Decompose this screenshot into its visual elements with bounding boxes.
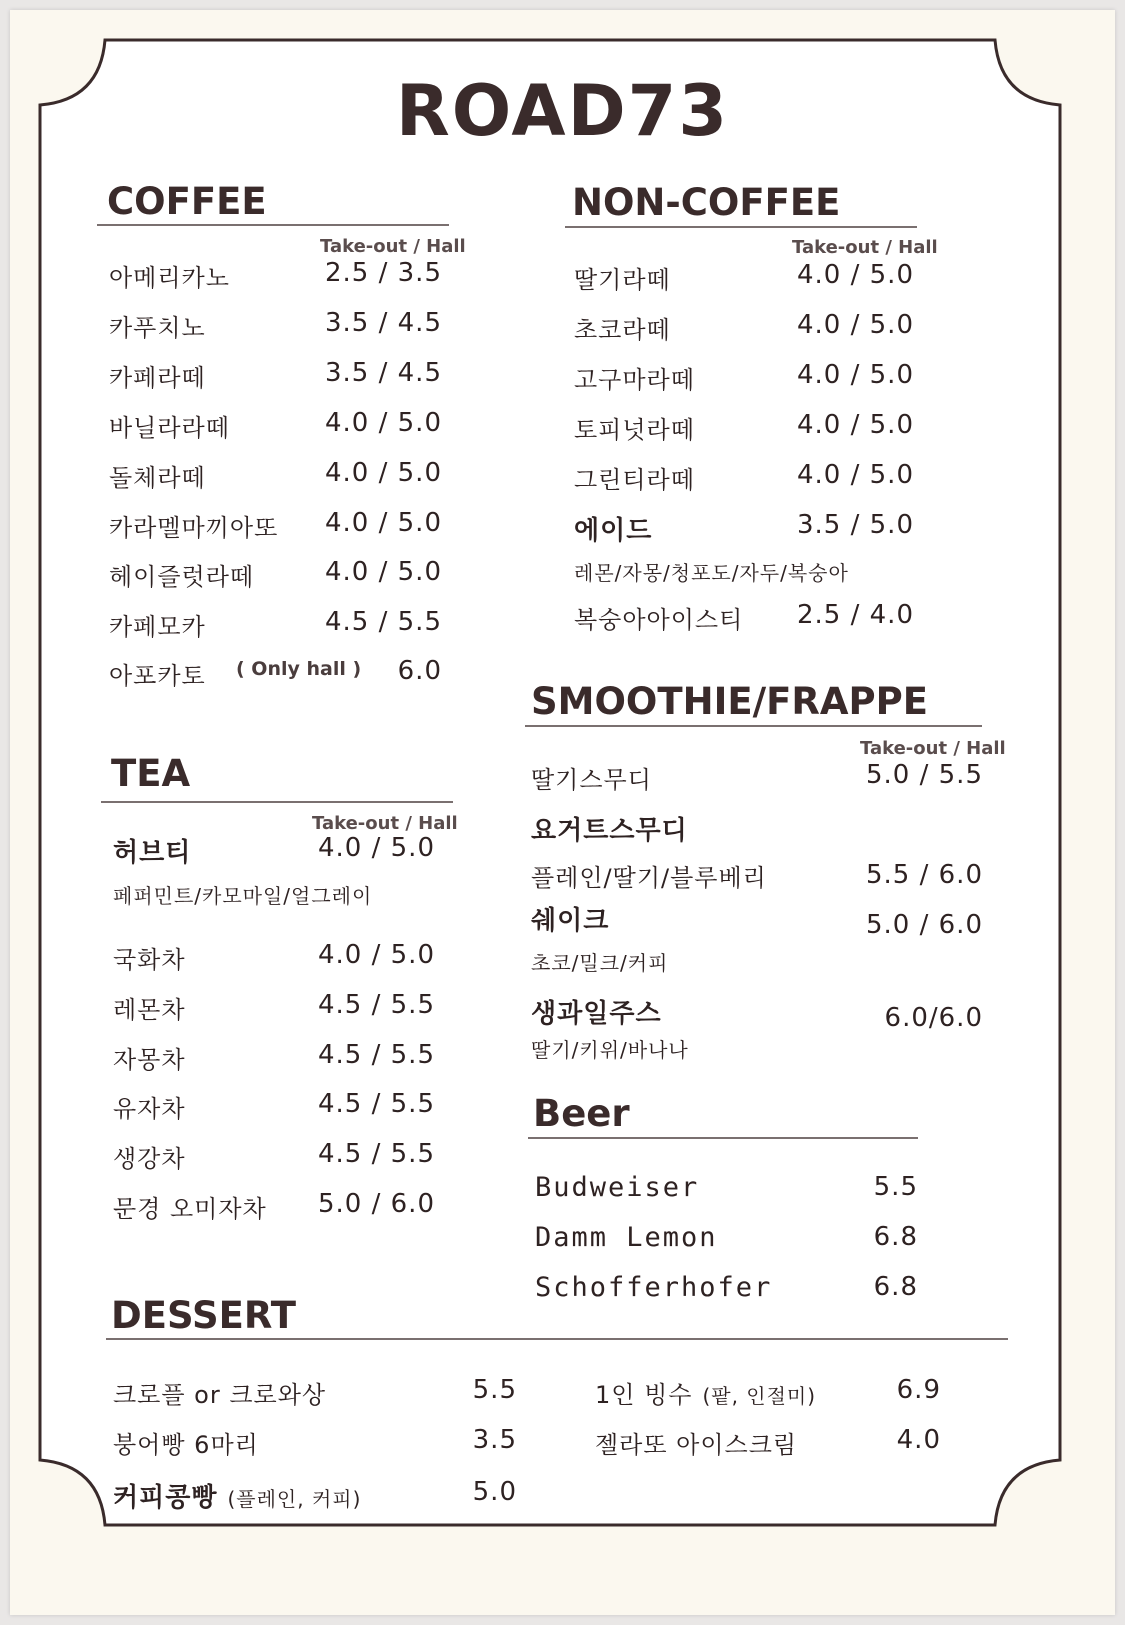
beer-item-price: 6.8 bbox=[873, 1222, 918, 1252]
coffee-item-note: ( Only hall ) bbox=[236, 658, 362, 680]
noncoffee-item-name: 레몬/자몽/청포도/자두/복숭아 bbox=[574, 561, 849, 585]
coffee-item-price: 4.5 / 5.5 bbox=[325, 607, 442, 637]
noncoffee-item-name: 고구마라떼 bbox=[574, 366, 695, 394]
tea-item-price: 4.5 / 5.5 bbox=[318, 1089, 435, 1119]
smoothie-item-name: 초코/밀크/커피 bbox=[531, 951, 669, 975]
coffee-item-price: 4.0 / 5.0 bbox=[325, 557, 442, 587]
dessert-item-name: 크로플 or 크로와상 bbox=[113, 1381, 327, 1409]
coffee-item-price: 4.0 / 5.0 bbox=[325, 408, 442, 438]
noncoffee-item-name: 토피넛라떼 bbox=[574, 416, 695, 444]
beer-item-price: 5.5 bbox=[873, 1172, 918, 1202]
coffee-item-price: 4.0 / 5.0 bbox=[325, 458, 442, 488]
coffee-item-name: 카푸치노 bbox=[109, 314, 206, 342]
tea-item-price: 5.0 / 6.0 bbox=[318, 1189, 435, 1219]
tea-item-price: 4.5 / 5.5 bbox=[318, 1040, 435, 1070]
smoothie-item-price: 6.0/6.0 bbox=[884, 1003, 983, 1033]
noncoffee-item-name: 복숭아아이스티 bbox=[574, 606, 744, 634]
smoothie-item-name: 생과일주스 bbox=[531, 999, 662, 1029]
coffee-item-price: 4.0 / 5.0 bbox=[325, 508, 442, 538]
coffee-item-name: 카페모카 bbox=[109, 613, 206, 641]
tea-heading: TEA bbox=[111, 752, 191, 795]
noncoffee-heading: NON-COFFEE bbox=[572, 181, 841, 224]
noncoffee-item-name: 그린티라떼 bbox=[574, 466, 695, 494]
tea-column-header: Take-out / Hall bbox=[312, 813, 458, 834]
beer-rule bbox=[528, 1137, 918, 1139]
smoothie-item-name: 플레인/딸기/블루베리 bbox=[531, 864, 767, 892]
noncoffee-item-name: 에이드 bbox=[574, 516, 653, 546]
noncoffee-item-price: 4.0 / 5.0 bbox=[797, 460, 914, 490]
noncoffee-item-price: 4.0 / 5.0 bbox=[797, 310, 914, 340]
tea-item-name: 허브티 bbox=[113, 838, 192, 868]
noncoffee-item-name: 딸기라떼 bbox=[574, 266, 671, 294]
smoothie-item-price: 5.0 / 6.0 bbox=[866, 910, 983, 940]
dessert-item-price: 3.5 bbox=[472, 1425, 517, 1455]
noncoffee-column-header: Take-out / Hall bbox=[792, 237, 938, 258]
dessert-item-price: 5.0 bbox=[472, 1477, 517, 1507]
dessert-item-price: 5.5 bbox=[472, 1375, 517, 1405]
coffee-item-price: 3.5 / 4.5 bbox=[325, 358, 442, 388]
coffee-item-name: 바닐라라떼 bbox=[109, 414, 230, 442]
smoothie-item-price: 5.5 / 6.0 bbox=[866, 860, 983, 890]
coffee-heading: COFFEE bbox=[107, 180, 267, 223]
noncoffee-item-price: 4.0 / 5.0 bbox=[797, 360, 914, 390]
smoothie-item-name: 쉐이크 bbox=[531, 906, 610, 936]
noncoffee-item-price: 4.0 / 5.0 bbox=[797, 410, 914, 440]
noncoffee-item-price: 3.5 / 5.0 bbox=[797, 510, 914, 540]
tea-item-name: 페퍼민트/카모마일/얼그레이 bbox=[113, 884, 373, 908]
coffee-item-name: 카페라떼 bbox=[109, 364, 206, 392]
dessert-heading: DESSERT bbox=[111, 1294, 296, 1337]
beer-item-name: Damm Lemon bbox=[535, 1222, 718, 1253]
tea-item-price: 4.0 / 5.0 bbox=[318, 940, 435, 970]
dessert-rule bbox=[106, 1338, 1008, 1340]
tea-item-name: 국화차 bbox=[113, 946, 186, 974]
dessert-item-name: 커피콩빵 (플레인, 커피) bbox=[113, 1483, 362, 1513]
smoothie-heading: SMOOTHIE/FRAPPE bbox=[531, 680, 929, 723]
coffee-item-price: 3.5 / 4.5 bbox=[325, 308, 442, 338]
dessert-item-name: 젤라또 아이스크림 bbox=[595, 1431, 798, 1459]
coffee-item-name: 아포카토 bbox=[109, 662, 206, 690]
tea-rule bbox=[101, 801, 453, 803]
noncoffee-item-price: 2.5 / 4.0 bbox=[797, 600, 914, 630]
smoothie-item-name: 딸기스무디 bbox=[531, 766, 652, 794]
beer-heading: Beer bbox=[533, 1092, 630, 1135]
coffee-item-price: 6.0 bbox=[397, 656, 442, 686]
coffee-item-price: 2.5 / 3.5 bbox=[325, 258, 442, 288]
smoothie-column-header: Take-out / Hall bbox=[860, 738, 1006, 759]
tea-item-price: 4.0 / 5.0 bbox=[318, 833, 435, 863]
dessert-item-price: 6.9 bbox=[896, 1375, 941, 1405]
noncoffee-item-name: 초코라떼 bbox=[574, 316, 671, 344]
dessert-item-price: 4.0 bbox=[896, 1425, 941, 1455]
tea-item-name: 레몬차 bbox=[113, 996, 186, 1024]
tea-item-price: 4.5 / 5.5 bbox=[318, 1139, 435, 1169]
smoothie-rule bbox=[525, 725, 982, 727]
dessert-item-note: (플레인, 커피) bbox=[227, 1487, 362, 1511]
tea-item-price: 4.5 / 5.5 bbox=[318, 990, 435, 1020]
coffee-item-name: 카라멜마끼아또 bbox=[109, 514, 279, 542]
beer-item-price: 6.8 bbox=[873, 1272, 918, 1302]
tea-item-name: 문경 오미자차 bbox=[113, 1195, 267, 1223]
noncoffee-item-price: 4.0 / 5.0 bbox=[797, 260, 914, 290]
beer-item-name: Schofferhofer bbox=[535, 1272, 773, 1303]
coffee-item-name: 헤이즐럿라떼 bbox=[109, 563, 255, 591]
dessert-item-name: 1인 빙수 (팥, 인절미) bbox=[595, 1381, 817, 1409]
dessert-item-name: 붕어빵 6마리 bbox=[113, 1431, 259, 1459]
smoothie-item-price: 5.0 / 5.5 bbox=[866, 760, 983, 790]
smoothie-item-name: 요거트스무디 bbox=[531, 816, 688, 846]
menu-title: ROAD73 bbox=[395, 70, 730, 152]
tea-item-name: 생강차 bbox=[113, 1145, 186, 1173]
tea-item-name: 자몽차 bbox=[113, 1046, 186, 1074]
coffee-rule bbox=[97, 224, 449, 226]
dessert-item-note: (팥, 인절미) bbox=[702, 1384, 817, 1408]
smoothie-item-name: 딸기/키위/바나나 bbox=[531, 1038, 689, 1062]
coffee-item-name: 아메리카노 bbox=[109, 264, 230, 292]
coffee-column-header: Take-out / Hall bbox=[320, 236, 466, 257]
beer-item-name: Budweiser bbox=[535, 1172, 700, 1203]
coffee-item-name: 돌체라떼 bbox=[109, 464, 206, 492]
tea-item-name: 유자차 bbox=[113, 1095, 186, 1123]
noncoffee-rule bbox=[565, 226, 917, 228]
